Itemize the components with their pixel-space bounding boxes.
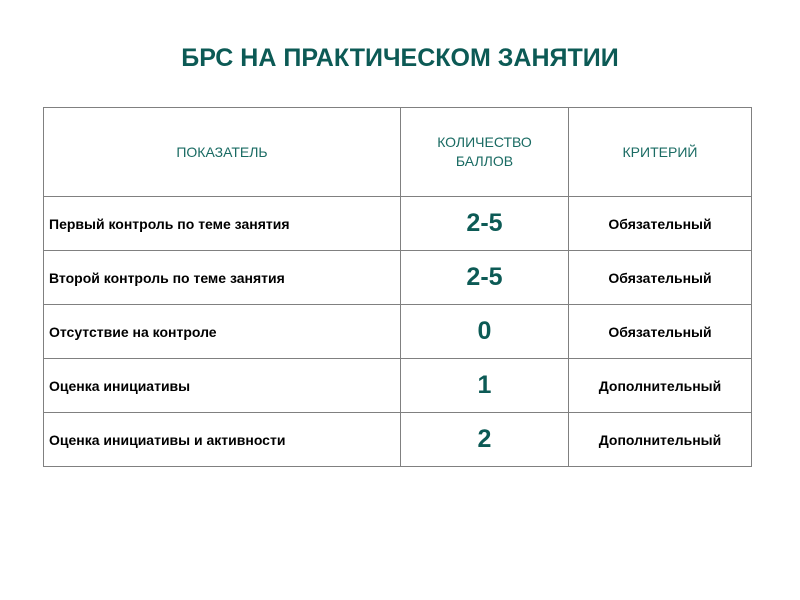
criterion-cell: Обязательный bbox=[569, 197, 752, 251]
criterion-cell: Обязательный bbox=[569, 305, 752, 359]
table-row bbox=[44, 359, 752, 413]
table-header-row bbox=[44, 108, 752, 197]
header-indicator: ПОКАЗАТЕЛЬ bbox=[44, 108, 401, 197]
points-cell: 2-5 bbox=[401, 197, 569, 251]
indicator-cell: Второй контроль по теме занятия bbox=[44, 251, 401, 305]
header-points-line1: КОЛИЧЕСТВО bbox=[437, 134, 532, 150]
indicator-cell: Оценка инициативы и активности bbox=[44, 413, 401, 467]
criterion-cell: Дополнительный bbox=[569, 413, 752, 467]
criterion-cell: Обязательный bbox=[569, 251, 752, 305]
header-points bbox=[401, 108, 569, 197]
points-cell: 1 bbox=[401, 359, 569, 413]
criterion-cell: Дополнительный bbox=[569, 359, 752, 413]
points-cell: 0 bbox=[401, 305, 569, 359]
header-criterion: КРИТЕРИЙ bbox=[569, 108, 752, 197]
points-cell: 2-5 bbox=[401, 251, 569, 305]
table-row bbox=[44, 251, 752, 305]
table-row bbox=[44, 197, 752, 251]
points-cell: 2 bbox=[401, 413, 569, 467]
table-row bbox=[44, 305, 752, 359]
table-row bbox=[44, 413, 752, 467]
scoring-table bbox=[43, 107, 752, 467]
indicator-cell: Отсутствие на контроле bbox=[44, 305, 401, 359]
indicator-cell: Оценка инициативы bbox=[44, 359, 401, 413]
header-points-line2: БАЛЛОВ bbox=[455, 153, 514, 169]
page-title: БРС НА ПРАКТИЧЕСКОМ ЗАНЯТИИ bbox=[181, 44, 619, 72]
indicator-cell: Первый контроль по теме занятия bbox=[44, 197, 401, 251]
